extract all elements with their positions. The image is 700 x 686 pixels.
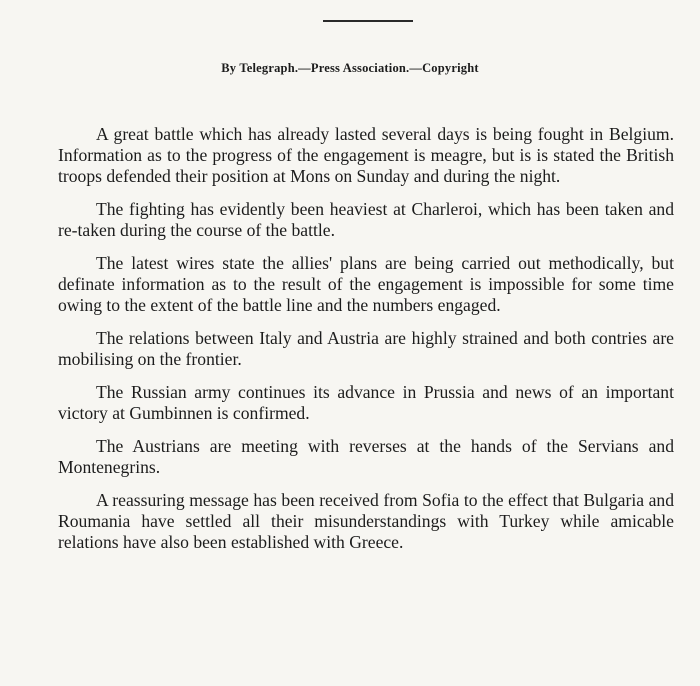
paragraph-6: The Austrians are meeting with reverses at the hands of the Servians and Montenegrins. xyxy=(58,436,674,477)
paragraph-5: The Russian army continues its advance in Prussia and news of an important victory at Gumbinnen is confirmed. xyxy=(58,382,674,423)
paragraph-4: The relations between Italy and Austria are highly strained and both contries are mobilising on the frontier. xyxy=(58,328,674,369)
paragraph-2: The fighting has evidently been heaviest at Charleroi, which has been taken and re-taken during the course of the battle. xyxy=(58,199,674,240)
paragraph-1: A great battle which has already lasted several days is being fought in Belgium. Information as to the progress of the engagement is meagre, but is is stated the British troops defended their position at Mons on Sunday and during the night. xyxy=(58,124,674,186)
paragraph-3: The latest wires state the allies' plans are being carried out methodically, but definate information as to the result of the engagement is impossible for some time owing to the extent of the battle line and the numbers engaged. xyxy=(58,253,674,315)
separator-rule xyxy=(323,20,413,22)
article-body xyxy=(58,124,674,553)
byline: By Telegraph.—Press Association.—Copyright xyxy=(221,61,479,75)
paragraph-7: A reassuring message has been received from Sofia to the effect that Bulgaria and Roumania have settled all their misunderstandings with Turkey while amicable relations have also been established with Greece. xyxy=(58,490,674,552)
